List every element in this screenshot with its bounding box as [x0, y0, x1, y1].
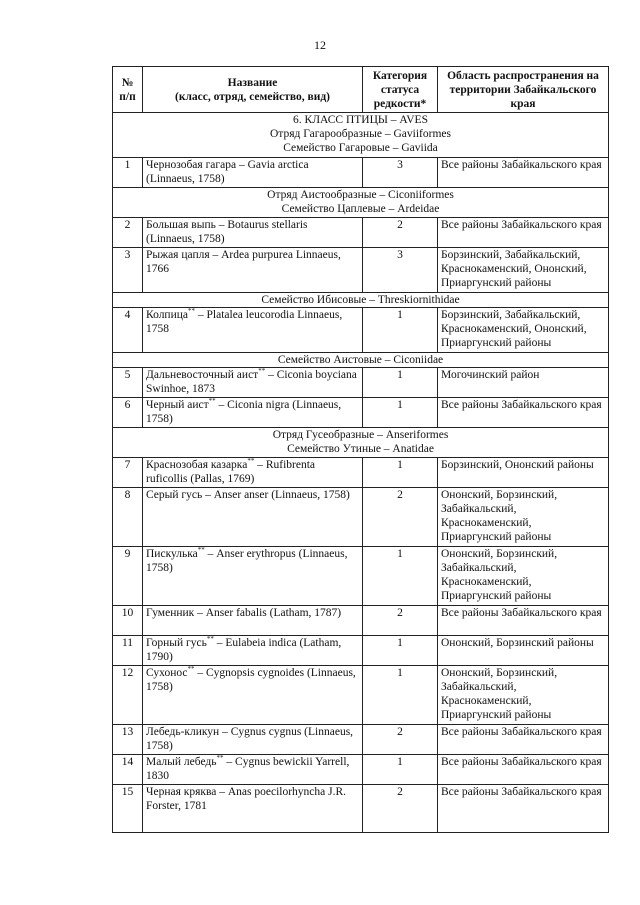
group-header-line: 6. КЛАСС ПТИЦЫ – AVES: [293, 114, 428, 126]
species-name: [143, 636, 363, 666]
rarity-category: 2: [363, 606, 438, 636]
group-header-row: [113, 293, 609, 308]
species-name-latin: – Ciconia boyciana Swinhoe, 1873: [146, 369, 357, 395]
species-row: [113, 755, 609, 785]
species-row: [113, 368, 609, 398]
species-name-text: Горный гусь: [146, 637, 207, 649]
species-row: [113, 725, 609, 755]
distribution-area: Ононский, Борзинский, Забайкальский, Краснокаменский, Приаргунский районы: [438, 488, 609, 547]
distribution-area: Все районы Забайкальского края: [438, 725, 609, 755]
footnote-marker: **: [208, 397, 216, 406]
header-area: Область распространения на территории Забайкальского края: [438, 67, 609, 113]
table-header-row: [113, 67, 609, 113]
species-name: [143, 755, 363, 785]
header-num: № п/п: [113, 67, 143, 113]
rarity-category: 2: [363, 785, 438, 833]
footnote-marker: **: [206, 635, 214, 644]
group-header-line: Семейство Гагаровые – Gaviida: [283, 142, 438, 154]
distribution-area: Все районы Забайкальского края: [438, 755, 609, 785]
distribution-area: Борзинский, Ононский районы: [438, 458, 609, 488]
footnote-marker: **: [197, 546, 205, 555]
rarity-category: 3: [363, 248, 438, 293]
species-name-text: Черный аист: [146, 399, 209, 411]
species-name: [143, 666, 363, 725]
species-row: [113, 785, 609, 833]
distribution-area: Все районы Забайкальского края: [438, 218, 609, 248]
distribution-area: Ононский, Борзинский, Забайкальский, Краснокаменский, Приаргунский районы: [438, 547, 609, 606]
species-row: [113, 398, 609, 428]
group-header-line: Семейство Цаплевые – Ardeidae: [281, 203, 440, 215]
species-name-text: Чернозобая гагара – Gavia arctica (Linnaeus, 1758): [146, 159, 309, 185]
species-number: 1: [113, 158, 143, 188]
group-header-row: [113, 353, 609, 368]
species-name-text: Сухонос: [146, 667, 188, 679]
species-name: [143, 158, 363, 188]
footnote-marker: **: [258, 367, 266, 376]
distribution-area: Все районы Забайкальского края: [438, 398, 609, 428]
species-name-text: Рыжая цапля – Ardea purpurea Linnaeus, 1766: [146, 249, 341, 275]
species-number: 15: [113, 785, 143, 833]
species-row: [113, 666, 609, 725]
footnote-marker: **: [187, 665, 195, 674]
rarity-category: 2: [363, 725, 438, 755]
rarity-category: 1: [363, 666, 438, 725]
species-number: 5: [113, 368, 143, 398]
rarity-category: 1: [363, 547, 438, 606]
distribution-area: Борзинский, Забайкальский, Краснокаменский, Ононский, Приаргунский районы: [438, 248, 609, 293]
species-name: [143, 488, 363, 547]
species-name: [143, 725, 363, 755]
footnote-marker: **: [216, 754, 224, 763]
species-row: [113, 458, 609, 488]
distribution-area: Могочинский район: [438, 368, 609, 398]
footnote-marker: **: [247, 457, 255, 466]
group-header-row: [113, 188, 609, 218]
rarity-category: 2: [363, 488, 438, 547]
species-number: 2: [113, 218, 143, 248]
species-name-latin: – Rufibrenta ruficollis (Pallas, 1769): [146, 459, 315, 485]
group-header-cell: [113, 188, 609, 218]
species-number: 7: [113, 458, 143, 488]
rarity-category: 1: [363, 636, 438, 666]
group-header-cell: [113, 113, 609, 158]
group-header-cell: [113, 428, 609, 458]
group-header-line: Отряд Гагарообразные – Gaviiformes: [270, 128, 451, 140]
species-number: 11: [113, 636, 143, 666]
species-name-text: Колпица: [146, 309, 189, 321]
distribution-area: Все районы Забайкальского края: [438, 785, 609, 833]
rarity-category: 3: [363, 158, 438, 188]
species-name: [143, 785, 363, 833]
species-row: [113, 606, 609, 636]
species-name-latin: – Eulabeia indica (Latham, 1790): [146, 637, 342, 663]
distribution-area: Все районы Забайкальского края: [438, 606, 609, 636]
species-name: [143, 606, 363, 636]
species-row: [113, 547, 609, 606]
species-name: [143, 368, 363, 398]
species-number: 13: [113, 725, 143, 755]
page-number: 12: [314, 38, 326, 52]
group-header-line: Семейство Утиные – Anatidae: [287, 443, 434, 455]
species-row: [113, 248, 609, 293]
species-row: [113, 636, 609, 666]
species-name-text: Серый гусь – Anser anser (Linnaeus, 1758): [146, 489, 350, 501]
footnote-marker: **: [188, 307, 196, 316]
distribution-area: Все районы Забайкальского края: [438, 158, 609, 188]
species-name-latin: – Ciconia nigra (Linnaeus, 1758): [146, 399, 342, 425]
species-number: 14: [113, 755, 143, 785]
species-name: [143, 218, 363, 248]
species-name: [143, 547, 363, 606]
species-name-text: Малый лебедь: [146, 756, 217, 768]
group-header-cell: [113, 293, 609, 308]
species-name: [143, 398, 363, 428]
header-name: Название (класс, отряд, семейство, вид): [143, 67, 363, 113]
species-number: 9: [113, 547, 143, 606]
distribution-area: Ононский, Борзинский, Забайкальский, Краснокаменский, Приаргунский районы: [438, 666, 609, 725]
species-name-latin: – Platalea leucorodia Linnaeus, 1758: [146, 309, 343, 335]
header-category: Категория статуса редкости*: [363, 67, 438, 113]
distribution-area: Ононский, Борзинский районы: [438, 636, 609, 666]
species-name-text: Дальневосточный аист: [146, 369, 259, 381]
rarity-category: 2: [363, 218, 438, 248]
species-name-text: Лебедь-кликун – Cygnus cygnus (Linnaeus, 1758): [146, 726, 354, 752]
species-row: [113, 158, 609, 188]
species-number: 8: [113, 488, 143, 547]
distribution-area: Борзинский, Забайкальский, Краснокаменский, Ононский, Приаргунский районы: [438, 308, 609, 353]
species-name-text: Пискулька: [146, 548, 198, 560]
species-name-latin: – Cygnopsis cygnoides (Linnaeus, 1758): [146, 667, 356, 693]
species-row: [113, 488, 609, 547]
rarity-category: 1: [363, 368, 438, 398]
species-name: [143, 248, 363, 293]
species-number: 6: [113, 398, 143, 428]
species-number: 4: [113, 308, 143, 353]
species-row: [113, 218, 609, 248]
species-number: 10: [113, 606, 143, 636]
group-header-line: Семейство Ибисовые – Threskiornithidae: [261, 294, 460, 306]
species-number: 12: [113, 666, 143, 725]
species-row: [113, 308, 609, 353]
species-name-text: Черная кряква – Anas poecilorhyncha J.R. Forster, 1781: [146, 786, 347, 812]
rarity-category: 1: [363, 755, 438, 785]
species-name-text: Краснозобая казарка: [146, 459, 248, 471]
group-header-row: [113, 428, 609, 458]
species-name-text: Гуменник – Anser fabalis (Latham, 1787): [146, 607, 342, 619]
species-name: [143, 308, 363, 353]
group-header-line: Семейство Аистовые – Ciconiidae: [277, 354, 444, 366]
red-book-birds-table: [112, 66, 609, 833]
group-header-row: [113, 113, 609, 158]
species-name-latin: – Anser erythropus (Linnaeus, 1758): [146, 548, 348, 574]
species-name: [143, 458, 363, 488]
group-header-line: Отряд Гусеобразные – Anseriformes: [272, 429, 449, 441]
species-name-latin: – Cygnus bewickii Yarrell, 1830: [146, 756, 350, 782]
group-header-cell: [113, 353, 609, 368]
group-header-line: Отряд Аистообразные – Ciconiiformes: [267, 189, 454, 201]
species-number: 3: [113, 248, 143, 293]
species-name-text: Большая выпь – Botaurus stellaris (Linnaeus, 1758): [146, 219, 308, 245]
rarity-category: 1: [363, 308, 438, 353]
rarity-category: 1: [363, 458, 438, 488]
rarity-category: 1: [363, 398, 438, 428]
table-body: [113, 113, 609, 833]
